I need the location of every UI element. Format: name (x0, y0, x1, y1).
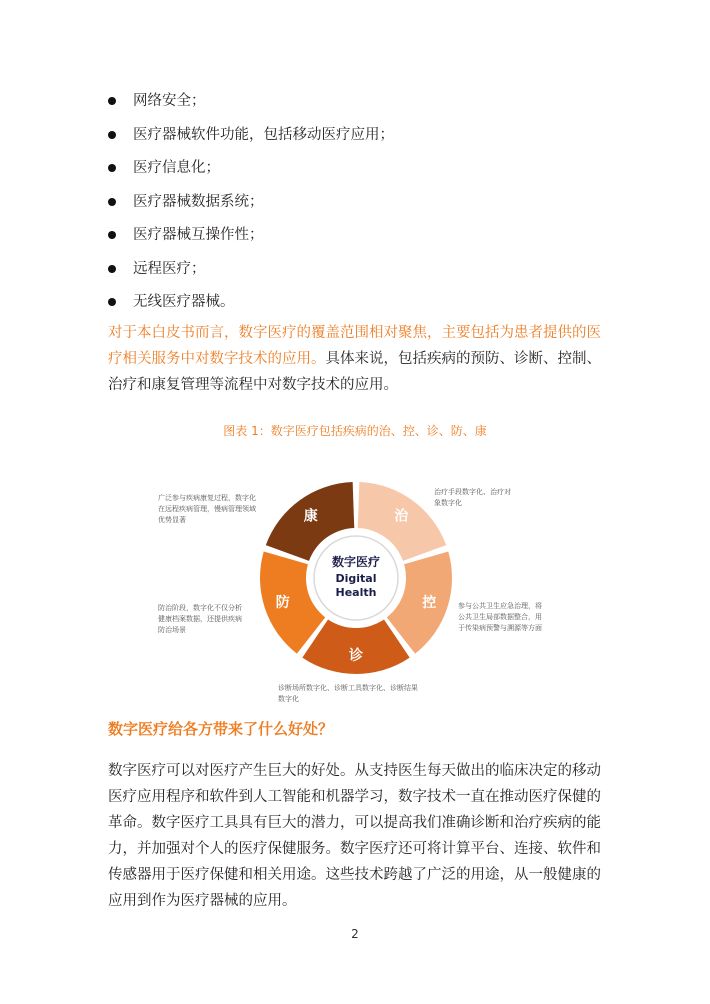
segment-description: 优势显著 (158, 516, 186, 524)
segment-description: 健康档案数据，还提供疾病 (158, 615, 242, 623)
segment-description: 象数字化 (434, 499, 462, 507)
segment-description: 数字化 (278, 695, 299, 703)
segment-label: 康 (303, 508, 318, 525)
list-item (108, 290, 628, 324)
section-title: 数字医疗给各方带来了什么好处？ (108, 720, 334, 738)
bullet-text: 医疗器械数据系统； (133, 193, 264, 210)
center-title-en-2: Health (335, 586, 377, 599)
bullet-list (108, 89, 628, 324)
bullet-dot-icon (108, 298, 116, 306)
center-title-en-1: Digital (335, 572, 377, 585)
list-item (108, 257, 628, 291)
segment-2 (302, 619, 409, 674)
bullet-dot-icon (108, 198, 116, 206)
segment-description: 防治场景 (158, 626, 186, 634)
bullet-dot-icon (108, 164, 116, 172)
list-item (108, 156, 628, 190)
list-item (108, 89, 628, 123)
bullet-text: 远程医疗； (133, 260, 206, 277)
segment-description: 公共卫生局部数据整合，用 (458, 613, 542, 621)
segment-label: 控 (422, 594, 437, 611)
segment-description: 广泛参与疾病康复过程，数字化 (158, 494, 256, 502)
segment-description: 在远程疾病管理，慢病管理领域 (158, 505, 256, 513)
benefits-paragraph: 数字医疗可以对医疗产生巨大的好处。从支持医生每天做出的临床决定的移动医疗应用程序和软件到人工智能和机器学习，数字技术一直在推动医疗保健的革命。数字医疗工具具有巨大的潜力，可以提高我们准确诊断和治疗疾病的能力，并加强对个人的医疗保健服务。数字医疗还可将计算平台、连接、软件和传感器用于医疗保健和相关用途。这些技术跨越了广泛的用途，从一般健康的应用到作为医疗器械的应用。 (108, 763, 601, 909)
bullet-dot-icon (108, 265, 116, 273)
segment-label: 治 (394, 508, 409, 525)
bullet-text: 医疗器械互操作性； (133, 227, 264, 243)
segment-description: 于传染病预警与溯源等方面 (458, 624, 542, 632)
segment-description: 参与公共卫生应急治理，将 (458, 602, 542, 610)
digital-health-diagram (140, 470, 580, 710)
segment-label: 诊 (349, 648, 363, 664)
segment-description: 治疗手段数字化、治疗对 (434, 488, 511, 496)
scope-rest: 具体来说，包括疾病的预防、诊断、控制、治疗和康复管理等流程中对数字技术的应用。 (108, 351, 601, 393)
bullet-text: 无线医疗器械。 (133, 294, 235, 310)
segment-description: 防治阶段，数字化不仅分析 (158, 604, 242, 612)
center-title-zh: 数字医疗 (331, 555, 381, 569)
scope-highlight: 对于本白皮书而言，数字医疗的覆盖范围相对聚焦，主要包括为患者提供的医疗相关服务中对数字技术的应用。 (108, 325, 601, 367)
bullet-dot-icon (108, 131, 116, 139)
figure-caption: 图表 1：数字医疗包括疾病的治、控、诊、防、康 (223, 424, 487, 438)
bullet-text: 网络安全； (133, 93, 206, 109)
list-item (108, 190, 628, 224)
segment-description: 诊断场所数字化、诊断工具数字化、诊断结果 (278, 684, 418, 692)
list-item (108, 123, 628, 157)
segment-label: 防 (275, 594, 290, 611)
bullet-text: 医疗器械软件功能，包括移动医疗应用； (133, 126, 394, 143)
bullet-text: 医疗信息化； (133, 160, 220, 176)
bullet-dot-icon (108, 97, 116, 105)
scope-paragraph (108, 320, 608, 398)
bullet-dot-icon (108, 231, 116, 239)
page-number: 2 (351, 927, 359, 941)
list-item (108, 223, 628, 257)
